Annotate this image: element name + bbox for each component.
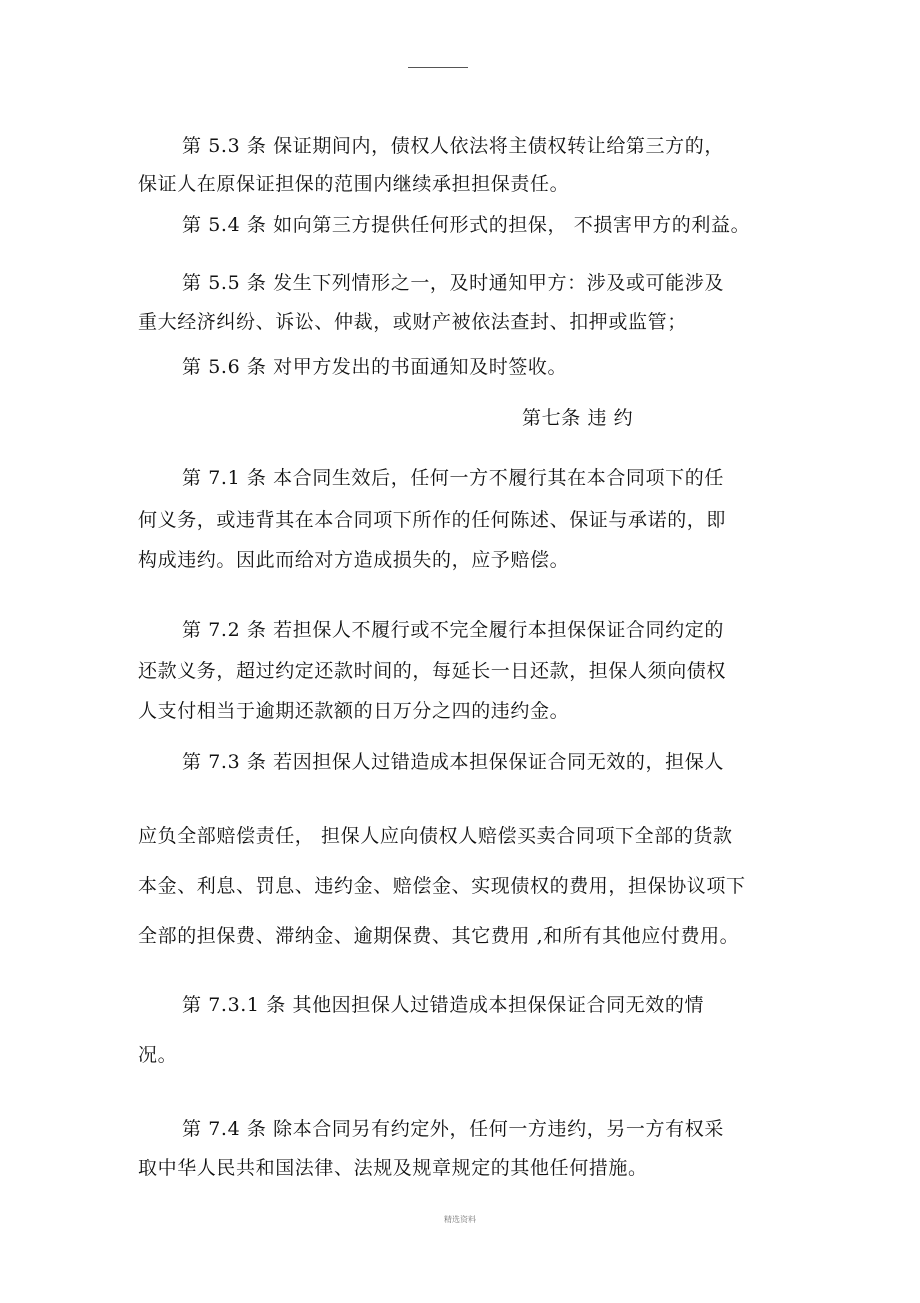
page-footer: 精选资料	[444, 1215, 476, 1224]
clause-7-1-line-2: 何义务，或违背其在本合同项下所作的任何陈述、保证与承诺的，即	[138, 509, 727, 531]
clause-7-2-line-1: 第 7.2 条 若担保人不履行或不完全履行本担保保证合同约定的	[182, 619, 724, 641]
clause-7-3-1-line-1: 第 7.3.1 条 其他因担保人过错造成本担保保证合同无效的情	[182, 994, 705, 1016]
clause-7-3-line-4: 全部的担保费、滞纳金、逾期保费、其它费用 ,和所有其他应付费用。	[138, 925, 740, 947]
clause-7-3-1-line-2: 况。	[138, 1044, 178, 1066]
clause-5-6-line-1: 第 5.6 条 对甲方发出的书面通知及时签收。	[182, 356, 568, 378]
clause-7-4-line-1: 第 7.4 条 除本合同另有约定外，任何一方违约，另一方有权采	[182, 1118, 724, 1140]
clause-7-1-line-1: 第 7.1 条 本合同生效后，任何一方不履行其在本合同项下的任	[182, 467, 724, 489]
clause-5-5-line-2: 重大经济纠纷、诉讼、仲裁，或财产被依法查封、扣押或监管；	[138, 311, 687, 333]
clause-7-3-line-1: 第 7.3 条 若因担保人过错造成本担保保证合同无效的，担保人	[182, 751, 724, 773]
section-heading: 第七条 违 约	[522, 407, 634, 429]
clause-7-2-line-2: 还款义务，超过约定还款时间的，每延长一日还款，担保人须向债权	[138, 660, 727, 682]
clause-5-5-line-1: 第 5.5 条 发生下列情形之一，及时通知甲方：涉及或可能涉及	[182, 272, 724, 294]
header-rule	[408, 67, 468, 68]
clause-5-3-line-2: 保证人在原保证担保的范围内继续承担担保责任。	[138, 173, 570, 195]
clause-5-3-line-1: 第 5.3 条 保证期间内，债权人依法将主债权转让给第三方的，	[182, 135, 724, 157]
clause-7-2-line-3: 人支付相当于逾期还款额的日万分之四的违约金。	[138, 700, 570, 722]
clause-7-3-line-2: 应负全部赔偿责任， 担保人应向债权人赔偿买卖合同项下全部的货款	[138, 825, 733, 847]
clause-7-1-line-3: 构成违约。因此而给对方造成损失的，应予赔偿。	[138, 549, 570, 571]
clause-7-4-line-2: 取中华人民共和国法律、法规及规章规定的其他任何措施。	[138, 1157, 648, 1179]
clause-7-3-line-3: 本金、利息、罚息、违约金、赔偿金、实现债权的费用，担保协议项下	[138, 875, 746, 897]
clause-5-4-line-1: 第 5.4 条 如向第三方提供任何形式的担保， 不损害甲方的利益。	[182, 214, 751, 236]
